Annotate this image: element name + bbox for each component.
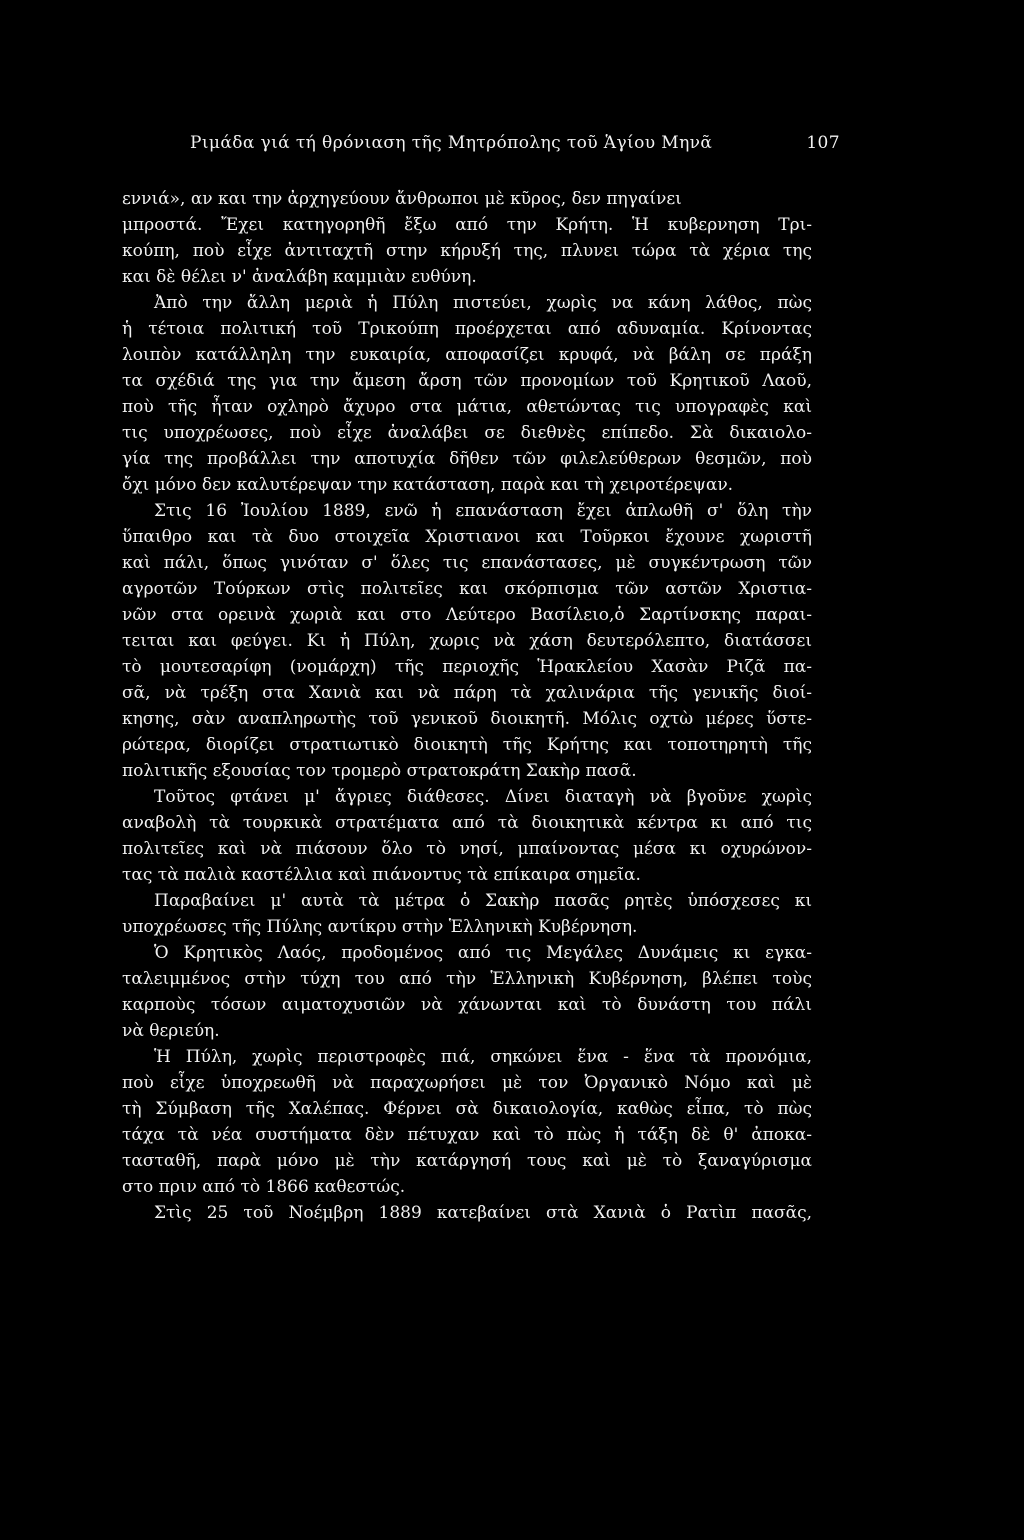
text-line: τας τὰ παλιὰ καστέλλια καὶ πιάνοντυς τὰ επίκαιρα σημεῖα. bbox=[122, 865, 641, 885]
text-line: καὶ πάλι, ὅπως γινόταν σ' ὅλες τις επανάστασες, μὲ συγκέντρωση τῶν bbox=[122, 553, 812, 573]
text-line: αγροτῶν Τούρκων στὶς πολιτεῖες και σκόρπισμα τῶν αστῶν Χριστια- bbox=[122, 579, 812, 599]
page-number: 107 bbox=[806, 133, 840, 153]
text-line: Παραβαίνει μ' αυτὰ τὰ μέτρα ὁ Σακὴρ πασᾶς ρητὲς ὑπόσχεσες κι bbox=[154, 891, 812, 911]
text-line: ποὺ εἶχε ὑποχρεωθῆ νὰ παραχωρήσει μὲ τον Ὀργανικὸ Νόμο καὶ μὲ bbox=[122, 1073, 812, 1093]
text-line: Στὶς 25 τοῦ Νοέμβρη 1889 κατεβαίνει στὰ Χανιὰ ὁ Ρατὶπ πασᾶς, bbox=[154, 1203, 812, 1223]
text-line: τάχα τὰ νέα συστήματα δὲν πέτυχαν καὶ τὸ πὼς ἡ τάξη δὲ θ' ἀποκα- bbox=[122, 1125, 812, 1145]
text-line: τὴ Σύμβαση τῆς Χαλέπας. Φέρνει σὰ δικαιολογία, καθὼς εἶπα, τὸ πὼς bbox=[122, 1099, 812, 1119]
running-title: Ριμάδα γιά τή θρόνιαση τῆς Μητρόπολης τοῦ Ἁγίου Μηνᾶ bbox=[190, 133, 713, 153]
text-line: σᾶ, νὰ τρέξη στα Χανιὰ και νὰ πάρη τὰ χαλινάρια τῆς γενικῆς διοί- bbox=[122, 683, 812, 703]
text-line: Ὁ Κρητικὸς Λαός, προδομένος από τις Μεγάλες Δυνάμεις κι εγκα- bbox=[154, 943, 812, 963]
text-line: νῶν στα ορεινὰ χωριὰ και στο Λεύτερο Βασίλειο,ὁ Σαρτίνσκης παραι- bbox=[122, 605, 812, 625]
text-line: τειται και φεύγει. Κι ἡ Πύλη, χωρις νὰ χάση δευτερόλεπτο, διατάσσει bbox=[122, 631, 812, 651]
text-line: ποὺ τῆς ἦταν οχληρὸ ἄχυρο στα μάτια, αθετώντας τις υπογραφὲς καὶ bbox=[122, 397, 812, 417]
text-line: ὕπαιθρο και τὰ δυο στοιχεῖα Χριστιανοι και Τοῦρκοι ἔχουνε χωριστῆ bbox=[122, 527, 812, 547]
text-line: ταλειμμένος στὴν τύχη του από τὴν Ἑλληνικὴ Κυβέρνηση, βλέπει τοὺς bbox=[122, 969, 812, 989]
text-line: νὰ θεριεύη. bbox=[122, 1021, 220, 1041]
text-line: κησης, σὰν αναπληρωτὴς τοῦ γενικοῦ διοικητῆ. Μόλις οχτὼ μέρες ὕστε- bbox=[122, 709, 812, 729]
text-line: τὸ μουτεσαρίφη (νομάρχη) τῆς περιοχῆς Ἡρακλείου Χασὰν Ριζᾶ πα- bbox=[122, 657, 812, 677]
text-line: υποχρέωσες τῆς Πύλης αντίκρυ στὴν Ἑλληνικὴ Κυβέρνηση. bbox=[122, 917, 638, 937]
text-line: κούπη, ποὺ εἶχε ἀντιταχτῆ στην κήρυξή της, πλυνει τώρα τὰ χέρια της bbox=[122, 241, 812, 261]
body-text bbox=[122, 186, 812, 1226]
text-line: ἡ τέτοια πολιτική τοῦ Τρικούπη προέρχεται από αδυναμία. Κρίνοντας bbox=[122, 319, 812, 339]
text-line: ρώτερα, διορίζει στρατιωτικὸ διοικητὴ τῆς Κρήτης και τοποτηρητὴ τῆς bbox=[122, 735, 812, 755]
text-line: ὄχι μόνο δεν καλυτέρεψαν την κατάσταση, παρὰ και τὴ χειροτέρεψαν. bbox=[122, 475, 734, 495]
text-line: λοιπὸν κατάλληλη την ευκαιρία, αποφασίζει κρυφά, νὰ βάλη σε πράξη bbox=[122, 345, 812, 365]
text-line: πολιτικῆς εξουσίας τον τρομερὸ στρατοκράτη Σακὴρ πασᾶ. bbox=[122, 761, 637, 781]
running-header bbox=[190, 128, 840, 158]
text-line: και δὲ θέλει ν' ἀναλάβη καμμιὰν ευθύνη. bbox=[122, 267, 477, 287]
text-line: τα σχέδιά της για την ἄμεση ἄρση τῶν προνομίων τοῦ Κρητικοῦ Λαοῦ, bbox=[122, 371, 812, 391]
text-line: Τοῦτος φτάνει μ' ἄγριες διάθεσες. Δίνει διαταγὴ νὰ βγοῦνε χωρὶς bbox=[154, 787, 812, 807]
text-line: τασταθῆ, παρὰ μόνο μὲ τὴν κατάργησή τους καὶ μὲ τὸ ξαναγύρισμα bbox=[122, 1151, 812, 1171]
text-line: Στις 16 Ἰουλίου 1889, ενῶ ἡ επανάσταση ἔχει ἁπλωθῆ σ' ὅλη τὴν bbox=[154, 501, 812, 521]
text-line: μπροστά. Ἔχει κατηγορηθῆ ἔξω από την Κρήτη. Ἡ κυβερνηση Τρι- bbox=[122, 215, 812, 235]
text-line: στο πριν από τὸ 1866 καθεστώς. bbox=[122, 1177, 406, 1197]
text-line: καρποὺς τόσων αιματοχυσιῶν νὰ χάνωνται καὶ τὸ δυνάστη του πάλι bbox=[122, 995, 812, 1015]
text-line: αναβολὴ τὰ τουρκικὰ στρατέματα από τὰ διοικητικὰ κέντρα κι από τις bbox=[122, 813, 812, 833]
text-line: πολιτεῖες καὶ νὰ πιάσουν ὅλο τὸ νησί, μπαίνοντας μέσα κι οχυρώνον- bbox=[122, 839, 812, 859]
text-line: τις υποχρέωσες, ποὺ εἶχε ἀναλάβει σε διεθνὲς επίπεδο. Σὰ δικαιολο- bbox=[122, 423, 812, 443]
text-line: Ἀπὸ την ἄλλη μεριὰ ἡ Πύλη πιστεύει, χωρὶς να κάνη λάθος, πὼς bbox=[154, 293, 812, 313]
text-line: γία της προβάλλει την αποτυχία δῆθεν τῶν φιλελεύθερων θεσμῶν, ποὺ bbox=[122, 449, 812, 469]
text-line: εννιά», αν και την ἀρχηγεύουν ἄνθρωποι μὲ κῦρος, δεν πηγαίνει bbox=[122, 189, 682, 209]
text-line: Ἡ Πύλη, χωρὶς περιστροφὲς πιά, σηκώνει ἕνα - ἕνα τὰ προνόμια, bbox=[154, 1047, 812, 1067]
